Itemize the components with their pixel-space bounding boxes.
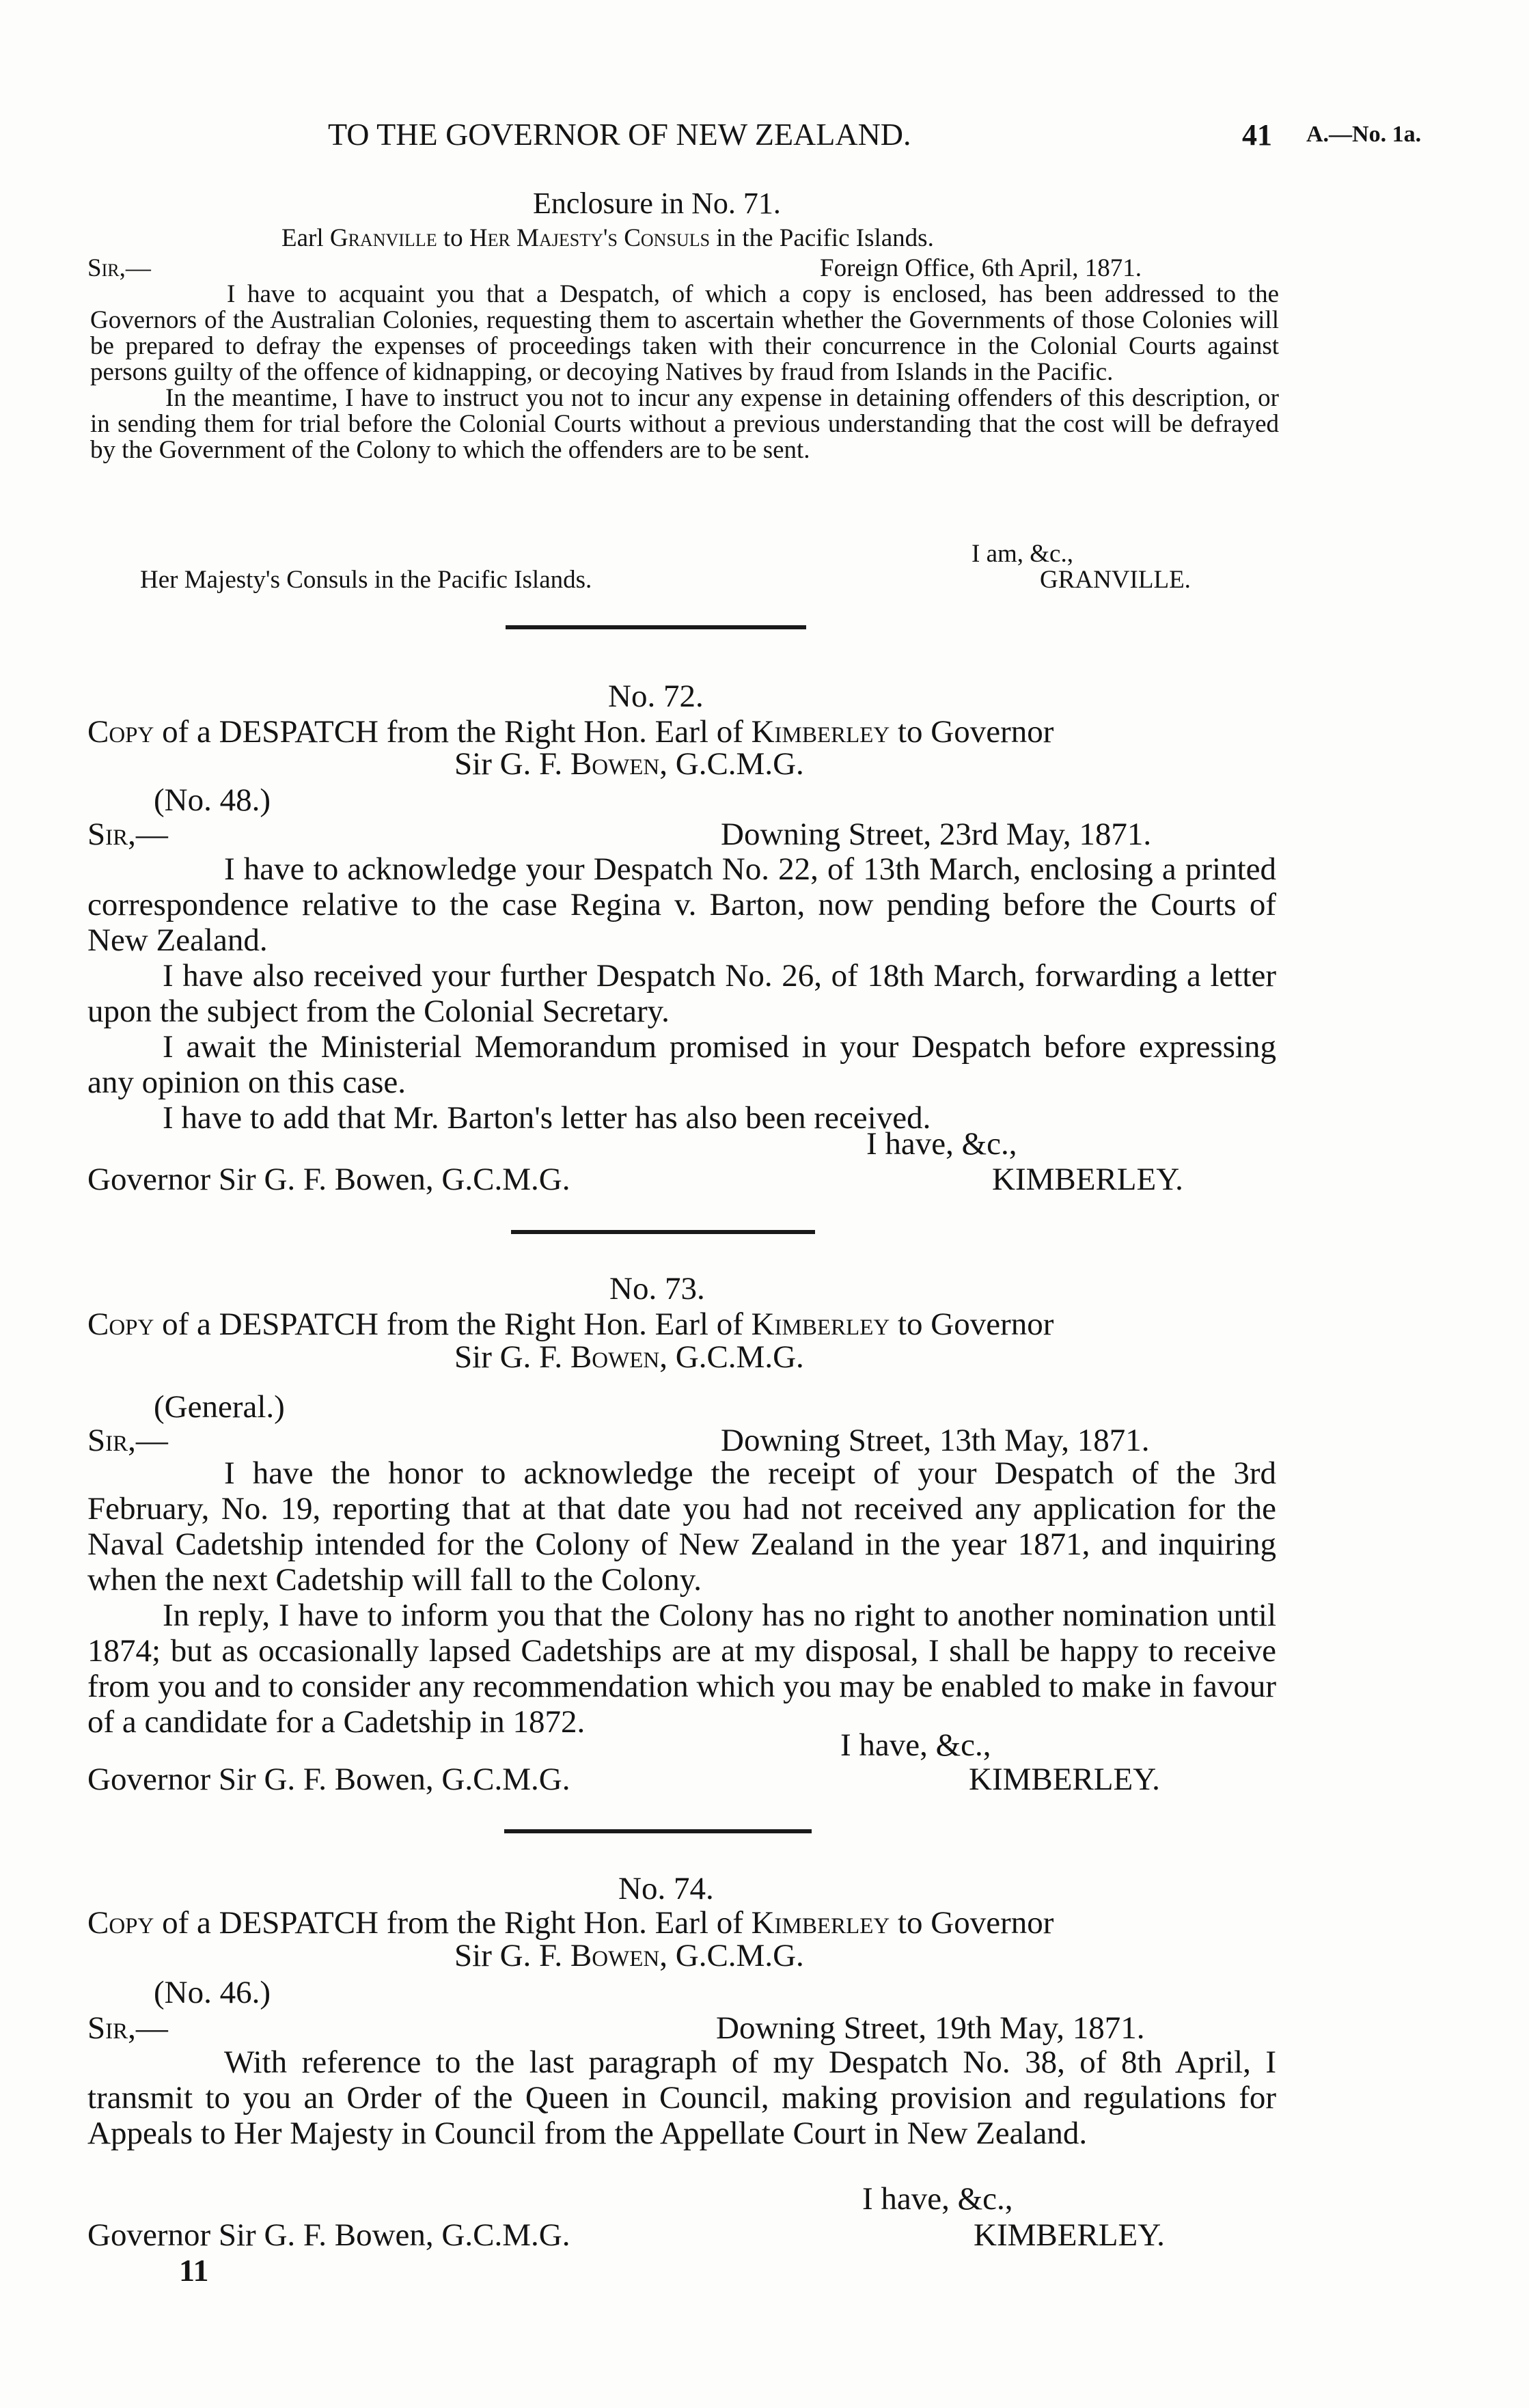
despatch-paragraph: I have to add that Mr. Barton's letter has also been received. (163, 1100, 931, 1136)
despatch-paragraph: I have to acknowledge your Despatch No. 22, of 13th March, enclosing a printed correspondence relative to the case Regina v. Barton, now pending before the Courts of New Zealand. (87, 851, 1276, 958)
despatch-title-line1 (87, 1905, 1053, 1941)
running-title: TO THE GOVERNOR OF NEW ZEALAND. (328, 117, 911, 152)
title-earl: Kimberley (751, 714, 890, 750)
title-line2-name: Bowen (570, 1339, 660, 1375)
title-to: to Governor (897, 714, 1054, 750)
enclosure-paragraph: In the meantime, I have to instruct you not to incur any expense in detaining offenders of this description, or in sending them for trial before the Colonial Courts without a previous understanding that the cost will be defrayed by the Government of the Colony to which the offenders are to be sent. (90, 384, 1279, 464)
title-main: of a DESPATCH from the Right Hon. Earl of (162, 714, 743, 750)
subheading-mid: to (443, 224, 463, 252)
despatch-salutation: Sir,— (87, 2010, 168, 2046)
despatch-place-date: Downing Street, 19th May, 1871. (716, 2010, 1145, 2046)
title-line2-pre: Sir G. F. (454, 1339, 563, 1375)
despatch-number: No. 73. (609, 1271, 705, 1306)
title-line2-name: Bowen (570, 746, 660, 782)
title-main: of a DESPATCH from the Right Hon. Earl of (162, 1905, 743, 1941)
enclosure-salutation: Sir,— (87, 254, 151, 282)
despatch-signature: KIMBERLEY. (969, 1762, 1160, 1797)
despatch-number: No. 72. (608, 679, 704, 714)
despatch-title-line2 (454, 1938, 804, 1973)
title-main: of a DESPATCH from the Right Hon. Earl of (162, 1306, 743, 1342)
despatch-signature: KIMBERLEY. (992, 1162, 1183, 1197)
subheading-sender: Granville (329, 224, 437, 252)
despatch-title-line1 (87, 1306, 1053, 1342)
enclosure-heading: Enclosure in No. 71. (533, 187, 781, 220)
section-divider (511, 1230, 815, 1234)
despatch-paragraph: In reply, I have to inform you that the Colony has no right to another nomination until 1874; but as occasionally lapsed Cadetships are at my disposal, I shall be happy to receive from you and to consider any recommendation which you may be enabled to make in favour of a candidate for a Cadetship in 1872. (87, 1598, 1276, 1740)
enclosure-body (90, 282, 1279, 463)
despatch-number: No. 74. (618, 1871, 714, 1906)
despatch-closing: I have, &c., (862, 2181, 1013, 2217)
despatch-title-line2 (454, 746, 804, 782)
despatch-salutation: Sir,— (87, 817, 168, 852)
despatch-salutation: Sir,— (87, 1423, 168, 1458)
enclosure-closing: I am, &c., (972, 540, 1073, 568)
title-earl: Kimberley (751, 1905, 890, 1941)
despatch-body (87, 2044, 1276, 2151)
despatch-addressee: Governor Sir G. F. Bowen, G.C.M.G. (87, 1162, 570, 1197)
title-copy: Copy (87, 1905, 154, 1941)
despatch-addressee: Governor Sir G. F. Bowen, G.C.M.G. (87, 1762, 570, 1797)
title-line2-name: Bowen (570, 1938, 660, 1973)
subheading-suffix: in the Pacific Islands. (716, 224, 934, 252)
despatch-paragraph: I have also received your further Despatch No. 26, of 18th March, forwarding a letter upon the subject from the Colonial Secretary. (87, 958, 1276, 1029)
despatch-paragraph: I have the honor to acknowledge the receipt of your Despatch of the 3rd February, No. 19, reporting that at that date you had not received any application for the Naval Cadetship intended for the Colony of New Zealand in the year 1871, and inquiring when the next Cadetship will fall to the Colony. (87, 1455, 1276, 1598)
title-copy: Copy (87, 1306, 154, 1342)
title-line2-pre: Sir G. F. (454, 746, 563, 782)
title-to: to Governor (897, 1306, 1054, 1342)
despatch-ref: (General.) (154, 1389, 285, 1425)
despatch-paragraph: I await the Ministerial Memorandum promised in your Despatch before expressing any opinion on this case. (87, 1029, 1276, 1100)
despatch-place-date: Downing Street, 23rd May, 1871. (721, 817, 1152, 852)
despatch-body (87, 851, 1276, 1136)
despatch-title-line1 (87, 714, 1053, 750)
document-reference: A.—No. 1a. (1306, 122, 1422, 147)
enclosure-place-date: Foreign Office, 6th April, 1871. (820, 254, 1142, 282)
title-line2-post: , G.C.M.G. (659, 1339, 804, 1375)
despatch-body (87, 1455, 1276, 1740)
despatch-closing: I have, &c., (840, 1727, 991, 1763)
despatch-place-date: Downing Street, 13th May, 1871. (721, 1423, 1150, 1458)
despatch-paragraph: With reference to the last paragraph of my Despatch No. 38, of 8th April, I transmit to you an Order of the Queen in Council, making provision and regulations for Appeals to Her Majesty in Council from the Appellate Court in New Zealand. (87, 2044, 1276, 2151)
despatch-signature: KIMBERLEY. (974, 2217, 1165, 2253)
title-copy: Copy (87, 714, 154, 750)
title-line2-post: , G.C.M.G. (659, 1938, 804, 1973)
enclosure-signature: GRANVILLE. (1040, 566, 1191, 594)
despatch-ref: (No. 46.) (154, 1975, 271, 2010)
despatch-title-line2 (454, 1339, 804, 1375)
signature-mark: 11 (179, 2253, 209, 2288)
despatch-addressee: Governor Sir G. F. Bowen, G.C.M.G. (87, 2217, 570, 2253)
despatch-ref: (No. 48.) (154, 782, 271, 818)
title-line2-post: , G.C.M.G. (659, 746, 804, 782)
subheading-prefix: Earl (281, 224, 324, 252)
section-divider (504, 1829, 812, 1833)
page-number: 41 (1242, 118, 1272, 152)
title-to: to Governor (897, 1905, 1054, 1941)
enclosure-paragraph: I have to acquaint you that a Despatch, of which a copy is enclosed, has been addressed to the Governors of the Australian Colonies, requesting them to ascertain whether the Governments of those Colonies will be prepared to defray the expenses of proceedings taken with their concurrence in the Colonial Courts against persons guilty of the offence of kidnapping, or decoying Natives by fraud from Islands in the Pacific. (90, 280, 1279, 386)
title-earl: Kimberley (751, 1306, 890, 1342)
enclosure-subheading (281, 225, 934, 251)
despatch-closing: I have, &c., (866, 1126, 1017, 1162)
title-line2-pre: Sir G. F. (454, 1938, 563, 1973)
section-divider (506, 625, 806, 629)
subheading-recipient: Her Majesty's Consuls (469, 224, 711, 252)
enclosure-addressee: Her Majesty's Consuls in the Pacific Islands. (140, 566, 592, 594)
